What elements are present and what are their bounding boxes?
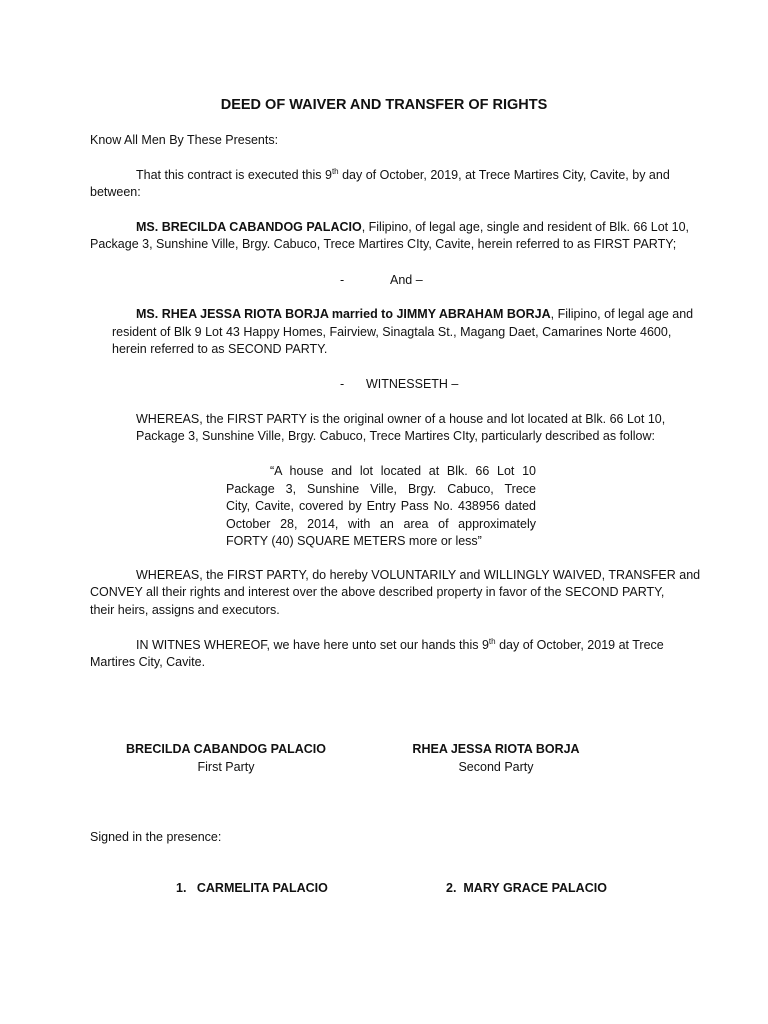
signatory-role: First Party [197,759,255,774]
whereas-1-line-1: WHEREAS, the FIRST PARTY is the original owner of a house and lot located at Blk. 66 Lot 10, [136,412,666,426]
witness-number: 1. [176,881,187,895]
property-description-line-1: “A house and lot located at Blk. 66 Lot 10 [270,464,536,478]
salutation: Know All Men By These Presents: [90,133,279,147]
second-party-line-2: resident of Blk 9 Lot 43 Happy Homes, Fairview, Sinagtala St., Magang Daet, Camarines Norte 4600, [112,325,672,339]
witnesseth-dash: - [340,377,345,391]
property-description-line-3: City, Cavite, covered by Entry Pass No. 438956 dated [226,499,536,514]
intro-line-2: between: [90,185,141,199]
document-title: DEED OF WAIVER AND TRANSFER OF RIGHTS [220,97,548,113]
whereas-2-line-1: WHEREAS, the FIRST PARTY, do hereby VOLUNTARILY and WILLINGLY WAIVED, TRANSFER and [136,568,701,582]
witness-name: CARMELITA PALACIO [196,881,328,895]
witness-name: MARY GRACE PALACIO [463,881,607,895]
whereas-2-line-3: their heirs, assigns and executors. [90,603,280,617]
first-party-name: MS. BRECILDA CABANDOG PALACIO [136,220,362,234]
signatory-role: Second Party [458,759,534,774]
witness-clause-line-1: IN WITNES WHEREOF, we have here unto set our hands this 9th day of October, 2019 at Trece [136,636,664,652]
presence-label: Signed in the presence: [90,830,222,844]
first-party-line-2: Package 3, Sunshine Ville, Brgy. Cabuco, Trece Martires CIty, Cavite, herein referred to as FIRST PARTY; [90,237,677,251]
signatory-name: BRECILDA CABANDOG PALACIO [126,742,326,756]
property-description-line-5: FORTY (40) SQUARE METERS more or less” [226,534,482,549]
signatory-second-party [396,741,596,776]
witness-1 [176,880,328,898]
second-party-line-1: MS. RHEA JESSA RIOTA BORJA married to JIMMY ABRAHAM BORJA, Filipino, of legal age and [136,307,694,321]
signatory-first-party [126,741,326,776]
property-description-line-4: October 28, 2014, with an area of approximately [226,516,536,531]
second-party-name: MS. RHEA JESSA RIOTA BORJA married to JIMMY ABRAHAM BORJA [136,307,551,321]
second-party-line-3: herein referred to as SECOND PARTY. [112,342,328,356]
witness-clause-line-2: Martires City, Cavite. [90,655,206,669]
whereas-1-line-2: Package 3, Sunshine Ville, Brgy. Cabuco, Trece Martires CIty, particularly described as follow: [136,429,655,443]
first-party-line-1: MS. BRECILDA CABANDOG PALACIO, Filipino, of legal age, single and resident of Blk. 66 Lot 10, [136,220,689,234]
witnesseth-heading: WITNESSETH – [366,377,459,391]
signatory-name: RHEA JESSA RIOTA BORJA [412,742,580,756]
witness-number: 2. [446,881,457,895]
and-separator: And – [390,273,423,287]
intro-line-1: That this contract is executed this 9th day of October, 2019, at Trece Martires City, Cavite, by and [136,166,670,182]
and-dash: - [340,273,345,287]
witness-2 [446,880,607,898]
property-description [226,463,536,551]
property-description-line-2: Package 3, Sunshine Ville, Brgy. Cabuco, Trece [226,481,536,496]
whereas-2-line-2: CONVEY all their rights and interest over the above described property in favor of the SECOND PARTY, [90,585,665,599]
